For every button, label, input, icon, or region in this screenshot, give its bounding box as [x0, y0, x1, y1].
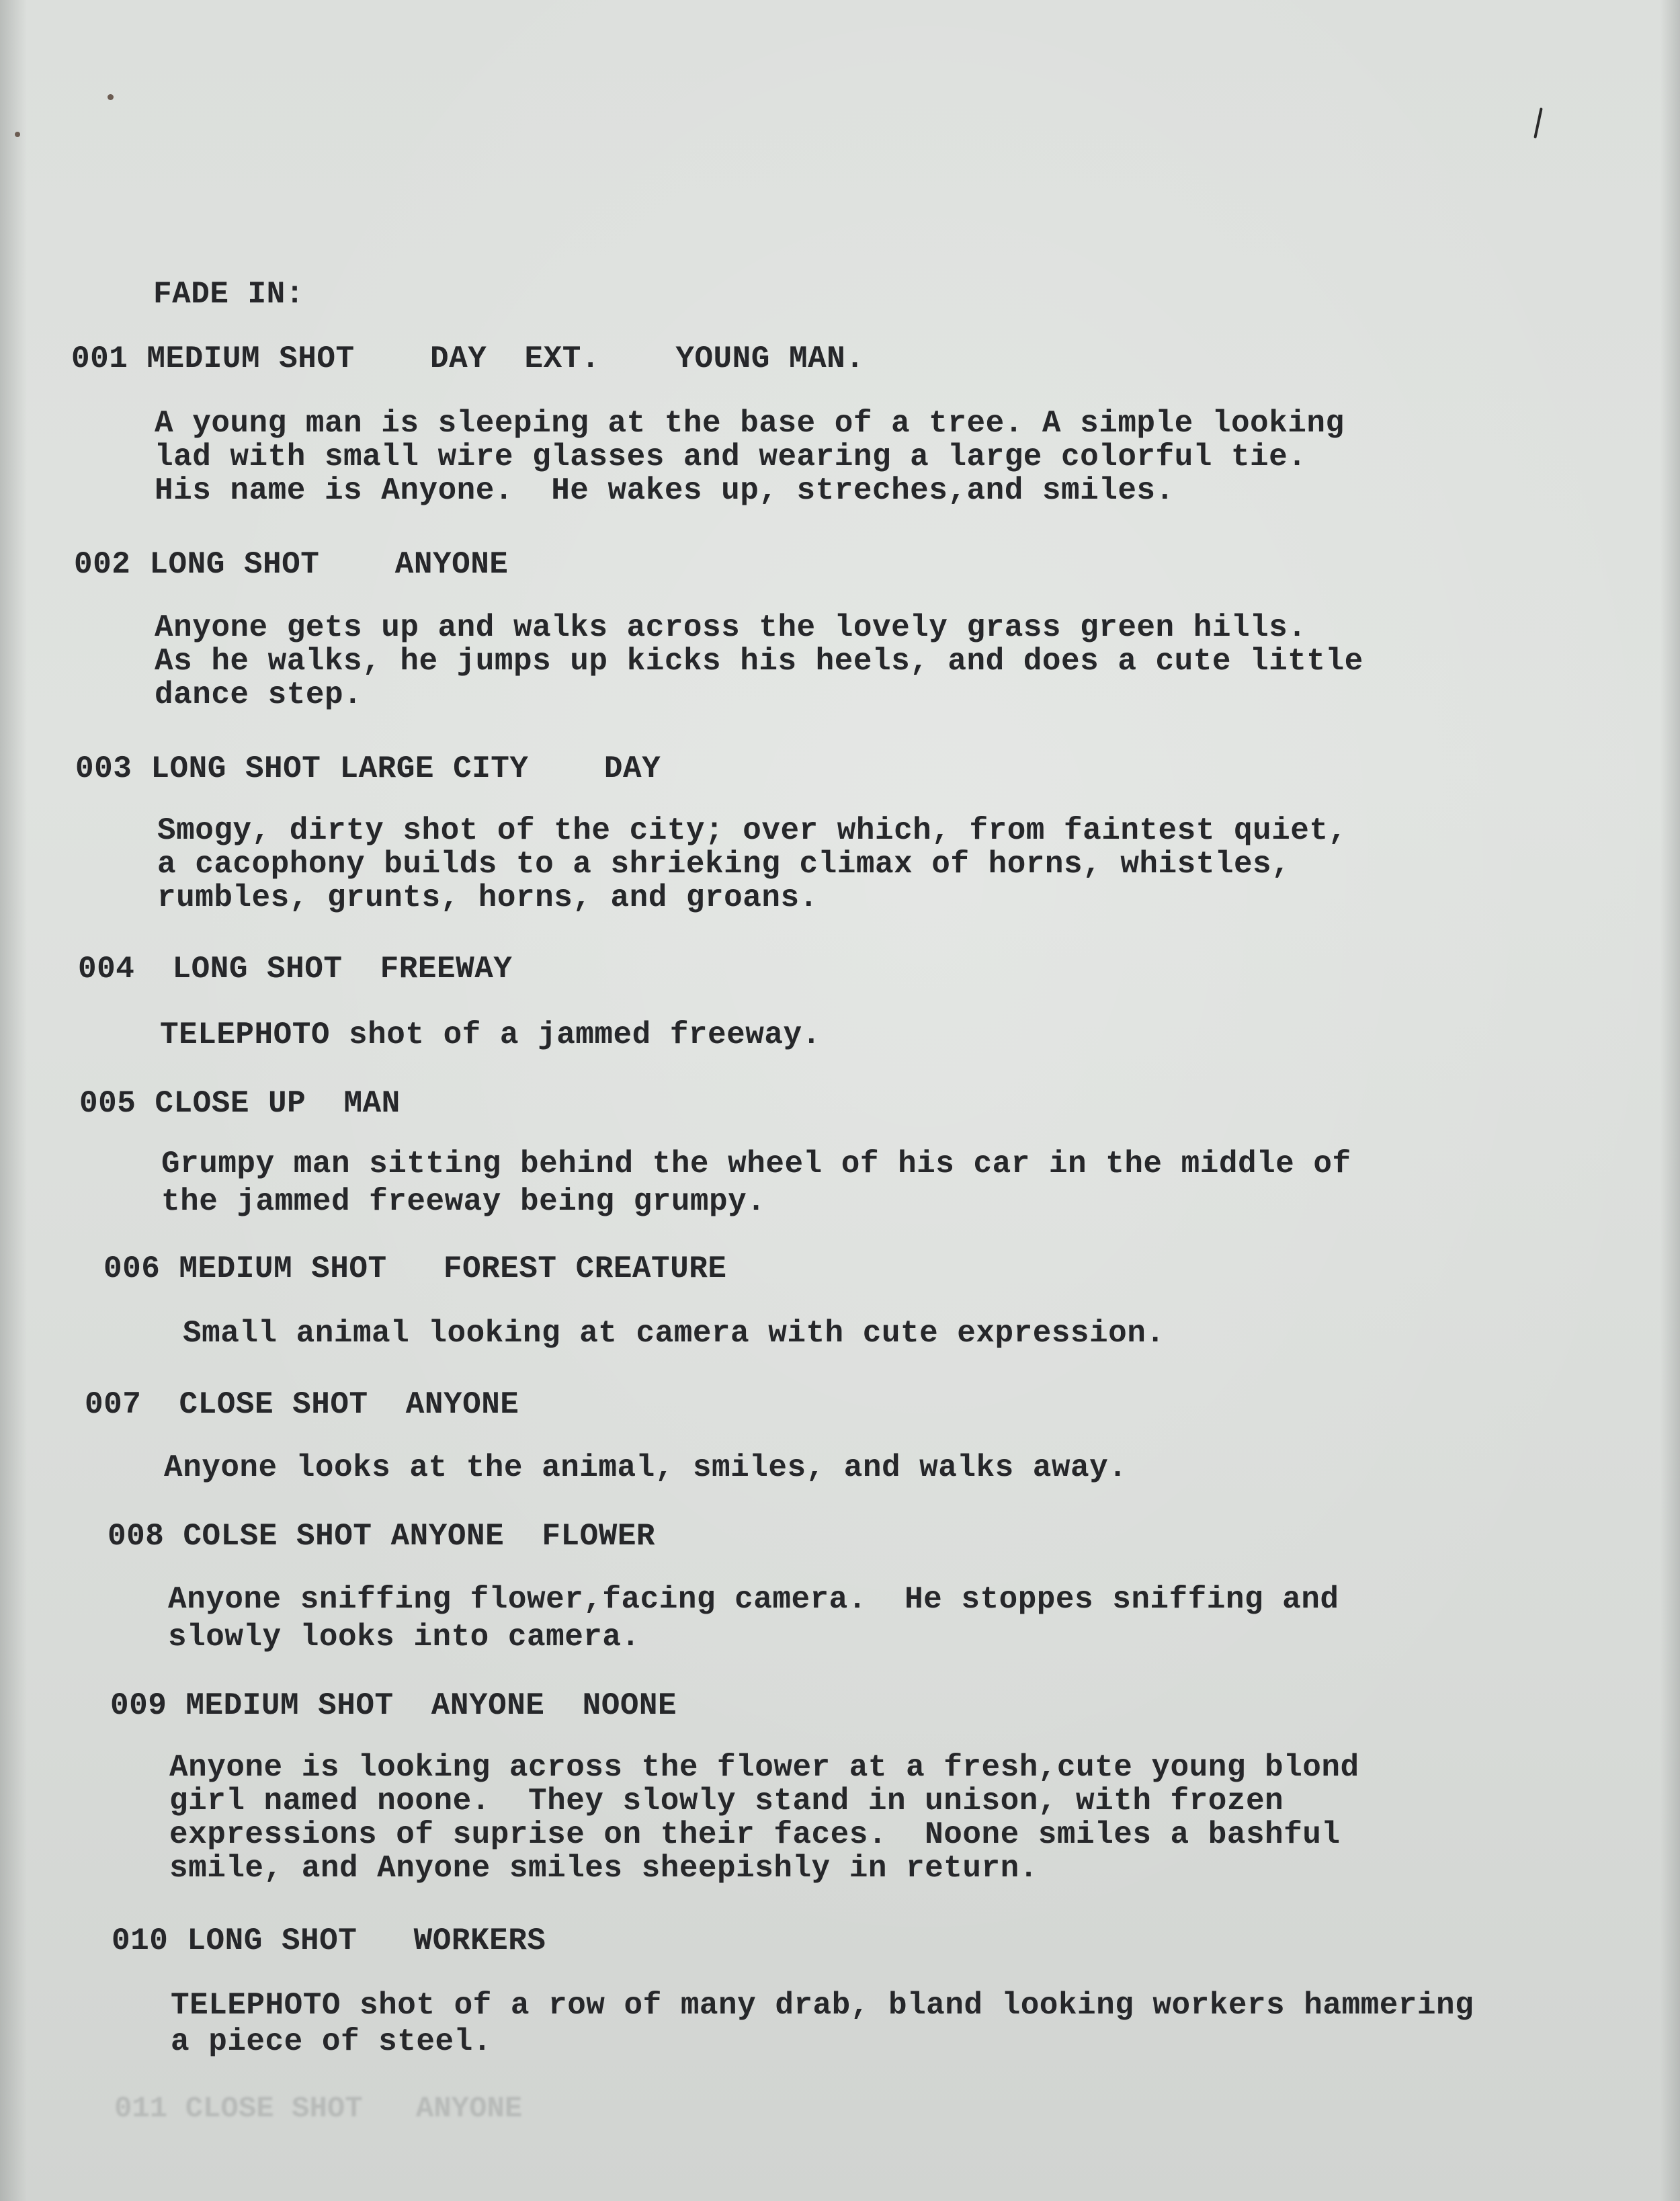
shot-001-line-2: lad with small wire glasses and wearing a large colorful tie. — [155, 440, 1307, 474]
shot-009-line-4: smile, and Anyone smiles sheepishly in return. — [169, 1851, 1038, 1886]
shot-heading-005: 005 CLOSE UP MAN — [79, 1086, 401, 1121]
shot-heading-008: 008 COLSE SHOT ANYONE FLOWER — [108, 1519, 656, 1554]
shot-008-line-2: slowly looks into camera. — [168, 1620, 640, 1655]
shot-003-line-2: a cacophony builds to a shrieking climax of horns, whistles, — [157, 847, 1291, 882]
shot-009-line-2: girl named noone. They slowly stand in unison, with frozen — [169, 1784, 1284, 1819]
shot-003-line-1: Smogy, dirty shot of the city; over which, from faintest quiet, — [157, 813, 1347, 848]
shot-heading-009: 009 MEDIUM SHOT ANYONE NOONE — [110, 1688, 677, 1723]
shot-009-line-3: expressions of suprise on their faces. Noone smiles a bashful — [169, 1817, 1341, 1852]
shot-005-line-2: the jammed freeway being grumpy. — [161, 1184, 766, 1219]
shot-004-line-1: TELEPHOTO shot of a jammed freeway. — [160, 1018, 821, 1052]
shot-002-line-2: As he walks, he jumps up kicks his heels, and does a cute little — [155, 644, 1363, 679]
shot-008-line-1: Anyone sniffing flower,facing camera. He stoppes sniffing and — [168, 1582, 1339, 1617]
shot-heading-002: 002 LONG SHOT ANYONE — [74, 547, 509, 582]
page-edge-shadow-right — [1660, 0, 1680, 2201]
shot-009-line-1: Anyone is looking across the flower at a fresh,cute young blond — [169, 1750, 1359, 1785]
shot-003-line-3: rumbles, grunts, horns, and groans. — [157, 880, 818, 915]
shot-006-line-1: Small animal looking at camera with cute expression. — [183, 1316, 1165, 1351]
paper-speck — [15, 132, 20, 137]
shot-001-line-1: A young man is sleeping at the base of a tree. A simple looking — [155, 406, 1345, 441]
shot-heading-006: 006 MEDIUM SHOT FOREST CREATURE — [103, 1251, 727, 1286]
page-edge-shadow-left — [0, 0, 27, 2201]
faded-next-shot-heading: 011 CLOSE SHOT ANYONE — [114, 2092, 523, 2126]
fade-in-label: FADE IN: — [153, 277, 304, 312]
shot-heading-003: 003 LONG SHOT LARGE CITY DAY — [75, 751, 661, 786]
shot-005-line-1: Grumpy man sitting behind the wheel of his car in the middle of — [161, 1147, 1351, 1181]
shot-010-line-2: a piece of steel. — [171, 2024, 492, 2059]
shot-002-line-3: dance step. — [155, 677, 363, 712]
shot-heading-007: 007 CLOSE SHOT ANYONE — [85, 1387, 519, 1422]
shot-007-line-1: Anyone looks at the animal, smiles, and walks away. — [164, 1450, 1128, 1485]
paper-speck — [108, 94, 114, 100]
shot-heading-004: 004 LONG SHOT FREEWAY — [78, 952, 513, 987]
pencil-tick-mark — [1534, 108, 1542, 138]
shot-heading-010: 010 LONG SHOT WORKERS — [112, 1923, 546, 1958]
shot-heading-001: 001 MEDIUM SHOT DAY EXT. YOUNG MAN. — [71, 341, 865, 376]
shot-010-line-1: TELEPHOTO shot of a row of many drab, bland looking workers hammering — [171, 1988, 1474, 2023]
shot-001-line-3: His name is Anyone. He wakes up, streches,and smiles. — [155, 473, 1175, 508]
shot-002-line-1: Anyone gets up and walks across the lovely grass green hills. — [155, 610, 1307, 645]
